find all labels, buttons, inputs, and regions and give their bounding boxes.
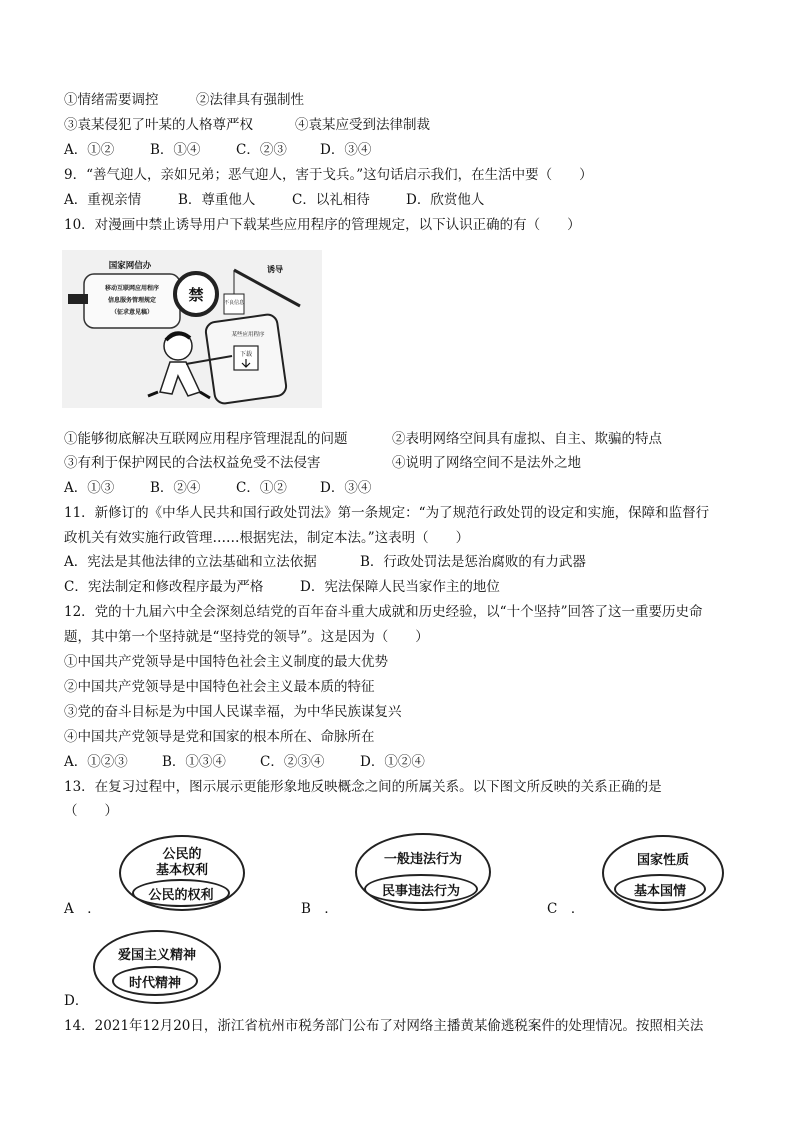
q13-b-outer-label: 一般违法行为 — [383, 852, 462, 867]
q10-option-1: ①能够彻底解决互联网应用程序管理混乱的问题 — [64, 431, 348, 447]
q13-d-inner-label: 时代精神 — [128, 976, 181, 991]
q13-choice-c-label: C ． — [547, 901, 585, 917]
bait-tag-label: 不良信息 — [223, 300, 245, 306]
q13-c-inner-label: 基本国情 — [633, 884, 686, 899]
scroll-text-2: 信息服务管理规定 — [107, 297, 157, 304]
q12-option-1: ①中国共产党领导是中国特色社会主义制度的最大优势 — [64, 654, 388, 670]
q11-choice-c: C．宪法制定和修改程序最为严格 — [64, 579, 264, 595]
q8-choice-c: C．②③ — [236, 142, 287, 158]
q9-choice-c: C．以礼相待 — [292, 192, 370, 208]
q13-choice-d-label: D． — [64, 993, 89, 1009]
q13-a-outer-label-1: 公民的 — [162, 847, 202, 862]
q13-c-outer-label: 国家性质 — [636, 853, 689, 868]
q10-stem: 10．对漫画中禁止诱导用户下载某些应用程序的管理规定，以下认识正确的有（ ） — [64, 217, 581, 233]
q12-choice-a: A．①②③ — [64, 754, 128, 770]
q8-choice-a: A．①② — [64, 142, 115, 158]
q11-choice-d: D．宪法保障人民当家作主的地位 — [300, 579, 500, 595]
q10-choice-a: A．①③ — [64, 480, 115, 496]
q10-option-3: ③有利于保护网民的合法权益免受不法侵害 — [64, 455, 321, 471]
q12-option-4: ④中国共产党领导是党和国家的根本所在、命脉所在 — [64, 729, 375, 745]
q8-choice-d: D．③④ — [320, 142, 372, 158]
q10-choice-b: B．②④ — [150, 480, 201, 496]
q11-stem-line-2: 政机关有效实施行政管理……根据宪法，制定本法。”这表明（ ） — [64, 530, 470, 546]
q10-choice-c: C．①② — [236, 480, 287, 496]
q11-choice-b: B．行政处罚法是惩治腐败的有力武器 — [360, 554, 586, 570]
scroll-handle — [68, 294, 88, 304]
q14-stem-line-1: 14．2021年12月20日，浙江省杭州市税务部门公布了对网络主播黄某偷逃税案件的处理情况。按照相关法 — [64, 1018, 704, 1034]
q13-d-outer-label: 爱国主义精神 — [117, 948, 196, 963]
q8-option-1: ①情绪需要调控 — [64, 92, 159, 108]
q8-option-3: ③袁某侵犯了叶某的人格尊严权 — [64, 117, 253, 133]
q10-option-4: ④说明了网络空间不是法外之地 — [392, 455, 581, 471]
q9-choice-b: B．尊重他人 — [178, 192, 256, 208]
q10-choice-d: D．③④ — [320, 480, 372, 496]
q8-option-4: ④袁某应受到法律制裁 — [295, 117, 430, 133]
q13-a-outer-label-2: 基本权利 — [155, 863, 208, 878]
q8-choice-b: B．①④ — [150, 142, 201, 158]
q13-b-inner-label: 民事违法行为 — [381, 884, 460, 899]
q9-stem: 9．“善气迎人，亲如兄弟；恶气迎人，害于戈兵。”这句话启示我们，在生活中要（ ） — [64, 167, 593, 183]
q12-choice-b: B．①③④ — [162, 754, 226, 770]
q12-choice-d: D．①②④ — [360, 754, 425, 770]
download-label: 下载 — [239, 351, 253, 358]
q12-option-2: ②中国共产党领导是中国特色社会主义最本质的特征 — [64, 679, 375, 695]
q10-cartoon — [62, 250, 322, 408]
q13-stem-line-1: 13．在复习过程中，图示展示更能形象地反映概念之间的所属关系。以下图文所反映的关系正确的是 — [64, 779, 662, 795]
agency-label: 国家网信办 — [108, 261, 152, 271]
app-label: 某些应用程序 — [231, 332, 265, 338]
q11-stem-line-1: 11．新修订的《中华人民共和国行政处罚法》第一条规定：“为了规范行政处罚的设定和实施，保障和监督行 — [64, 505, 710, 521]
q12-stem-line-2: 题，其中第一个坚持就是“坚持党的领导”。这是因为（ ） — [64, 629, 429, 645]
q12-stem-line-1: 12．党的十九届六中全会深刻总结党的百年奋斗重大成就和历史经验，以“十个坚持”回答了这一重要历史命 — [64, 604, 703, 620]
q13-stem-line-2: （ ） — [64, 803, 118, 819]
q13-a-inner-label: 公民的权利 — [148, 888, 214, 903]
q12-option-3: ③党的奋斗目标是为中国人民谋幸福，为中华民族谋复兴 — [64, 704, 402, 720]
q13-choice-a-label: A ． — [64, 901, 101, 917]
lure-label: 诱导 — [267, 265, 283, 274]
q9-choice-a: A．重视亲情 — [64, 192, 142, 208]
ban-label: 禁 — [188, 286, 204, 304]
q9-choice-d: D．欣赏他人 — [406, 192, 485, 208]
q12-choice-c: C．②③④ — [260, 754, 325, 770]
q10-option-2: ②表明网络空间具有虚拟、自主、欺骗的特点 — [392, 431, 662, 447]
q8-option-2: ②法律具有强制性 — [196, 92, 304, 108]
q13-choice-b-label: B ． — [301, 901, 338, 917]
scroll-text-3: （征求意见稿） — [110, 309, 154, 316]
scroll-text-1: 移动互联网应用程序 — [104, 285, 160, 292]
q11-choice-a: A．宪法是其他法律的立法基础和立法依据 — [64, 554, 317, 570]
